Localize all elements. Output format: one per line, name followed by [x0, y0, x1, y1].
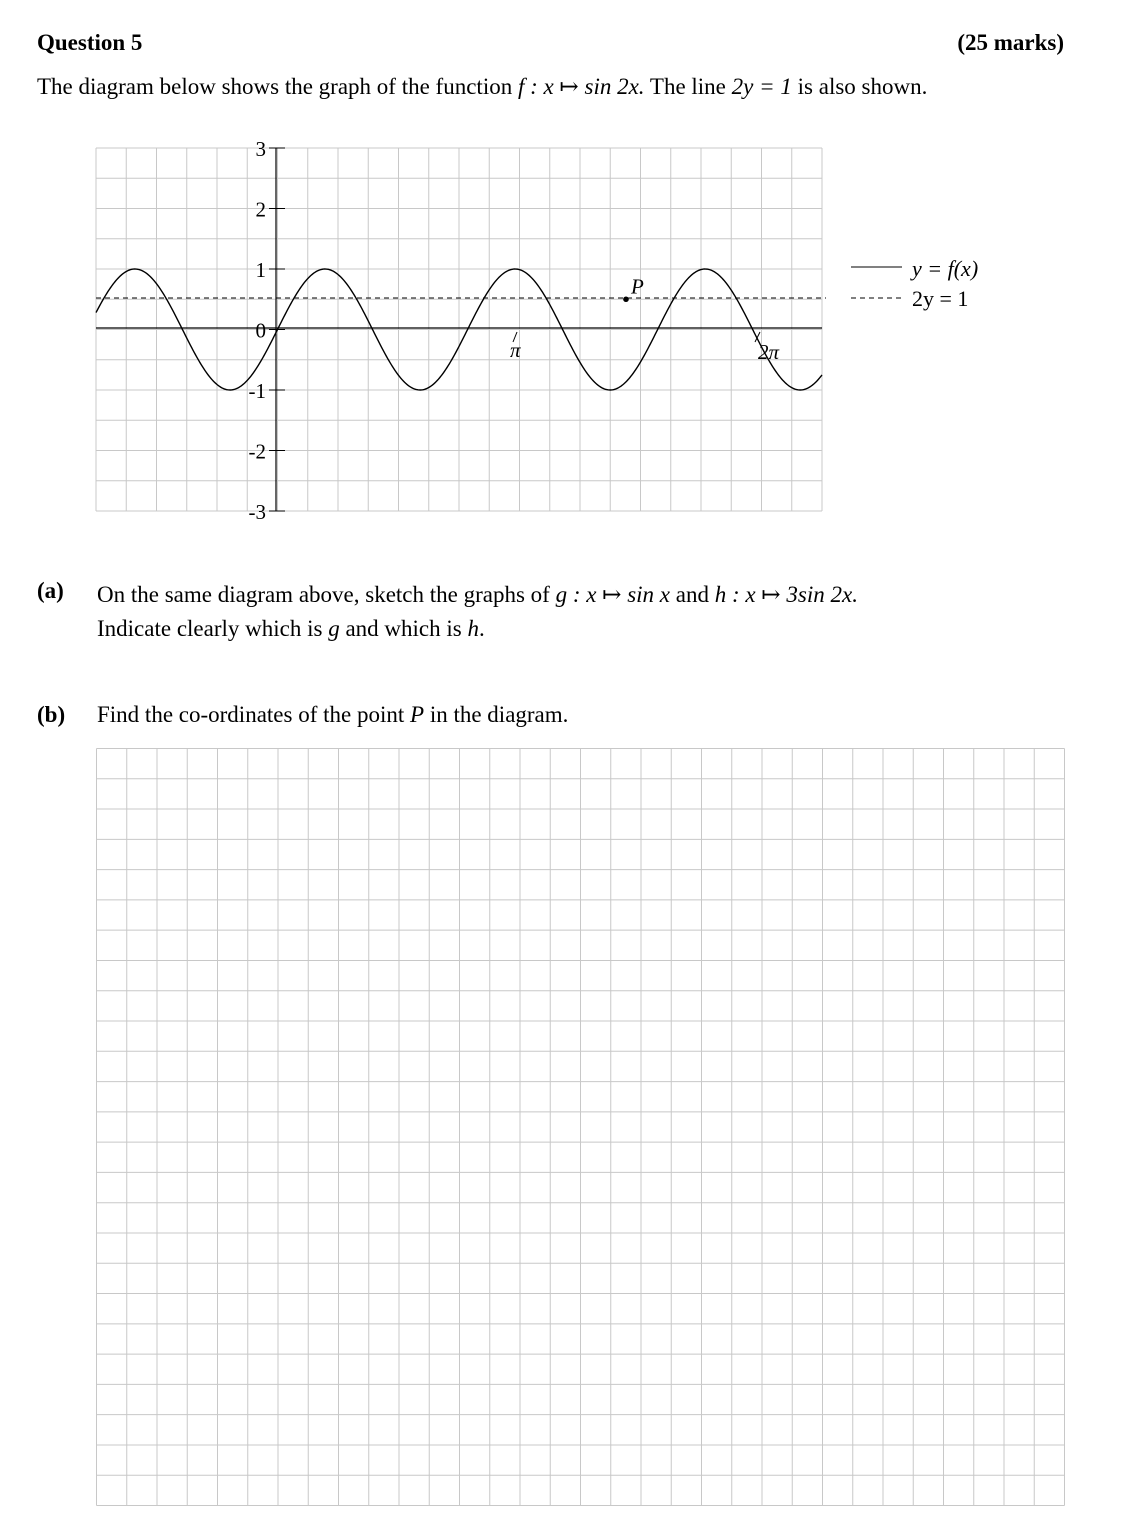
legend-label-f: y = f(x) — [912, 256, 979, 281]
intro-text-mid: The line — [644, 74, 732, 99]
part-a-text — [97, 578, 858, 646]
part-a-label: (a) — [37, 578, 64, 603]
part-a-line2-end: . — [478, 616, 485, 641]
part-a-and: and — [670, 582, 715, 607]
part-a-line2-start: Indicate clearly which is — [97, 616, 329, 641]
sine-graph — [0, 0, 1126, 540]
point-p-label: P — [630, 274, 644, 299]
y-tick-label: 0 — [255, 318, 266, 343]
part-a-line1-start: On the same diagram above, sketch the graphs of — [97, 582, 556, 607]
x-tick-label-pi: π — [510, 338, 521, 362]
y-tick-label: -2 — [248, 439, 266, 464]
part-a-h: h — [467, 616, 479, 641]
y-tick-label: -1 — [248, 379, 266, 403]
part-b-label: (b) — [37, 702, 66, 727]
part-a-g-function: g : x ↦ sin x — [555, 582, 671, 607]
part-a-h-function: h : x ↦ 3sin 2x. — [714, 582, 858, 607]
part-a-g: g — [328, 616, 340, 641]
part-a-line-1 — [97, 578, 858, 612]
intro-text-end: is also shown. — [791, 74, 928, 99]
question-title: Question 5 — [37, 30, 143, 55]
answer-grid[interactable] — [96, 748, 1066, 1508]
graph-grid — [96, 148, 822, 511]
part-a-line2-mid: and which is — [339, 616, 468, 641]
point-p-marker — [623, 296, 629, 302]
part-b-text-end: in the diagram. — [424, 702, 569, 727]
intro-function: f : x ↦ sin 2x. — [517, 74, 645, 99]
intro-line-equation: 2y = 1 — [731, 74, 792, 99]
part-a-line-2 — [97, 612, 858, 646]
intro-text-start: The diagram below shows the graph of the function — [37, 74, 518, 99]
part-b-text — [97, 702, 568, 728]
y-tick-label: -3 — [248, 500, 266, 524]
y-tick-label: 2 — [255, 197, 266, 222]
question-marks: (25 marks) — [957, 30, 1064, 55]
y-ticks — [249, 137, 286, 524]
x-tick-label-2pi: 2π — [758, 340, 780, 364]
part-b-point-p: P — [410, 702, 425, 727]
legend-label-line: 2y = 1 — [912, 286, 969, 311]
y-tick-label: 1 — [255, 258, 266, 282]
y-tick-label: 3 — [255, 137, 266, 161]
part-b-text-start: Find the co-ordinates of the point — [97, 702, 410, 727]
